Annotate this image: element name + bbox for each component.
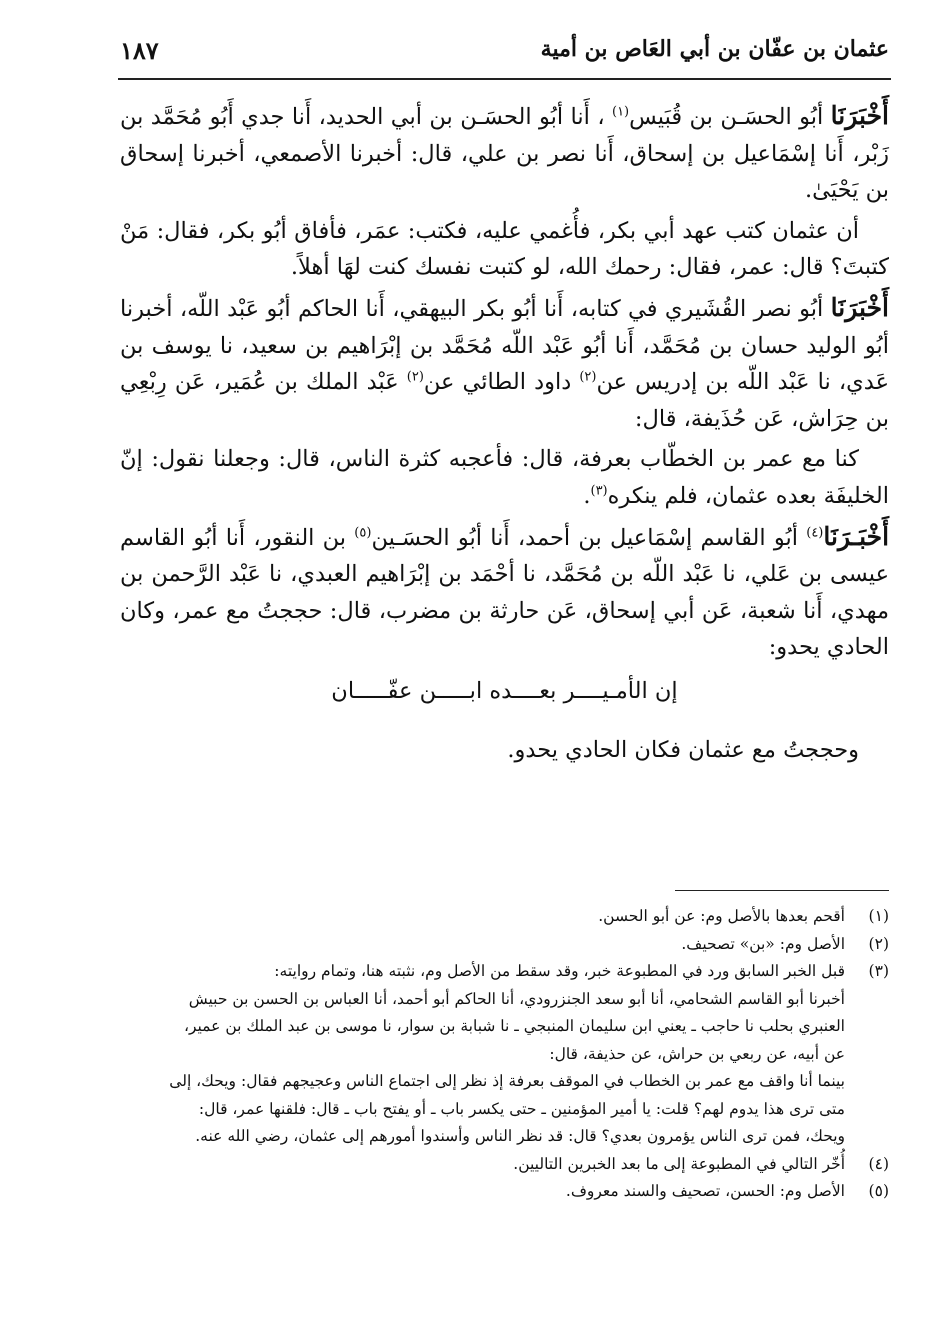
- footnote-line: أُخّر التالي في المطبوعة إلى ما بعد الخبرين التاليين.: [513, 1154, 845, 1173]
- footnote-ref: (٤): [806, 525, 824, 541]
- text-segment: أبُو نصر القُشَيري في كتابه، أَنا أبُو بكر البيهقي، أَنا الحاكم أبُو عَبْد اللّه، أخبرنا أبُو الوليد حسان بن مُحَمَّد، أَنا أبُو عَبْد اللّه مُحَمَّد بن إبْرَاهيم بن سعيد، نا يوسف بن عَدي، نا عَبْد اللّه بن إدريس عن: [120, 295, 889, 396]
- footnote-2: [120, 931, 889, 959]
- footnote-line: متى ترى هذا يدوم لهم؟ قلت: يا أمير المؤمنين ـ حتى يكسر باب ـ أو يفتح باب ـ قال: فلقنها عمر، قال:: [198, 1099, 845, 1118]
- footnote-text: [120, 931, 845, 959]
- footnote-3: [120, 958, 889, 1151]
- footnote-number: (٣): [868, 962, 889, 980]
- page-header: [120, 34, 889, 74]
- footnote-number: (٤): [868, 1154, 889, 1173]
- footnote-line: الأصل وم: «بن» تصحيف.: [681, 934, 845, 953]
- footnote-4: [120, 1151, 889, 1179]
- footnote-number: (٢): [868, 934, 889, 953]
- footnote-text: [120, 903, 845, 931]
- page-number: ١٨٧: [120, 36, 159, 65]
- verse-line: إن الأمـيــــر بعــــده ابـــــن عفّـــــان: [331, 677, 678, 704]
- paragraph-4: [120, 441, 889, 514]
- text-segment: ، أَنا أبُو الحسَـن بن أبي الحديد، أَنا جدي أَبُو مُحَمَّد بن زَبْر، أَنا إسْمَاعيل بن إسحاق، أَنا نصر بن علي، قال: أخبرنا الأصمعي، أخبرنا إسحاق بن يَحْيَىٰ.: [120, 104, 889, 204]
- text-segment: أبُو الحسَـن بن قُبَيس: [629, 104, 831, 130]
- footnote-line: بينما أنا واقف مع عمر بن الخطاب في الموقف بعرفة إذ نظر إلى اجتماع الناس وعجيجهم فقال: ويحك، إلى: [169, 1072, 845, 1090]
- footnote-line: أخبرنا أبو القاسم الشحامي، أنا أبو سعد الجنزرودي، أنا الحاكم أبو أحمد، أنا العباس بن الحسن بن حبيش: [188, 989, 845, 1008]
- paragraph-1: [120, 98, 889, 209]
- lead-word: أَخْبَـرَنَا: [823, 521, 890, 551]
- paragraph-5: [120, 519, 889, 666]
- closing-line: وحججتُ مع عثمان فكان الحادي يحدو.: [507, 737, 859, 764]
- footnote-ref: (١): [611, 104, 630, 120]
- footnote-line: قبل الخبر السابق ورد في المطبوعة خبر، وقد سقط من الأصل وم، نثبته هنا، وتمام روايته:: [274, 962, 845, 980]
- footnote-ref: (٢): [579, 369, 597, 385]
- footnote-line: ويحك، فمن ترى الناس يؤمرون بعدي؟ قال: قد نظر الناس وأسندوا أمورهم إلى عثمان، رضي الله عنه.: [195, 1127, 845, 1145]
- text-segment: أبُو القاسم إسْمَاعيل بن أحمد، أَنا أبُو الحسَـين: [371, 524, 807, 551]
- text-segment: عَبْد الملك بن عُمَير، عَن رِبْعِي بن حِرَاش، عَن حُذَيفة، قال:: [120, 369, 889, 432]
- footnote-line: أقحم بعدها بالأصل وم: عن أبو الحسن.: [598, 907, 845, 925]
- footnote-ref: (٣): [590, 483, 608, 499]
- footnotes: [120, 903, 889, 1206]
- footnote-line: العنبري بحلب نا حاجب ـ يعني ابن سليمان المنبجي ـ نا شبابة بن سوار، نا موسى بن عبد الملك بن عمير،: [183, 1017, 845, 1035]
- running-title: عثمان بن عفّان بن أبي العَاص بن أمية: [540, 36, 889, 62]
- footnote-ref: (٢): [406, 369, 424, 385]
- footnote-rule: [675, 890, 889, 891]
- header-rule: [118, 78, 891, 80]
- text-segment: بن النقور، أَنا أبُو القاسم عيسى بن عَلي، نا عَبْد اللّه بن مُحَمَّد، نا أحْمَد بن إبْرَاهيم العبدي، نا عَبْد الرَّحمن بن مهدي، أَنا شعبة، عَن أبي إسحاق، عَن حارثة بن مضرب، قال: حججتُ مع عمر، وكان الحادي يحدو:: [120, 524, 889, 661]
- footnote-ref: (٥): [354, 525, 372, 541]
- footnote-line: عن أبيه، عن ربعي بن حراش، عن حذيفة، قال:: [549, 1044, 845, 1063]
- text-segment: .: [583, 482, 591, 509]
- lead-word: أَخْبَرَنَا: [830, 292, 889, 322]
- footnote-text: [120, 1151, 845, 1179]
- footnote-text: [120, 958, 845, 1151]
- paragraph-2: [120, 213, 889, 286]
- footnote-5: [120, 1178, 889, 1206]
- footnote-number: (١): [868, 907, 889, 925]
- footnote-1: [120, 903, 889, 931]
- footnote-number: (٥): [868, 1182, 889, 1200]
- text-segment: داود الطائي عن: [423, 369, 580, 396]
- text-segment: أن عثمان كتب عهد أبي بكر، فأُغمي عليه، فكتب: عمَر، فأفاق أبُو بكر، فقال: مَنْ كتبتَ؟ قال: عمر، فقال: رحمك الله، لو كتبت نفسك كنت لهَا أهلاً.: [120, 217, 889, 281]
- main-text: [120, 98, 889, 791]
- footnote-line: الأصل وم: الحسن، تصحيف والسند معروف.: [565, 1182, 845, 1200]
- footnote-text: [120, 1178, 845, 1206]
- lead-word: أَخْبَرَنَا: [830, 101, 889, 130]
- paragraph-3: [120, 290, 889, 437]
- text-segment: كنا مع عمر بن الخطّاب بعرفة، قال: فأعجبه كثرة الناس، قال: وجعلنا نقول: إنّ الخليفَة بعده عثمان، فلم ينكره: [120, 446, 889, 509]
